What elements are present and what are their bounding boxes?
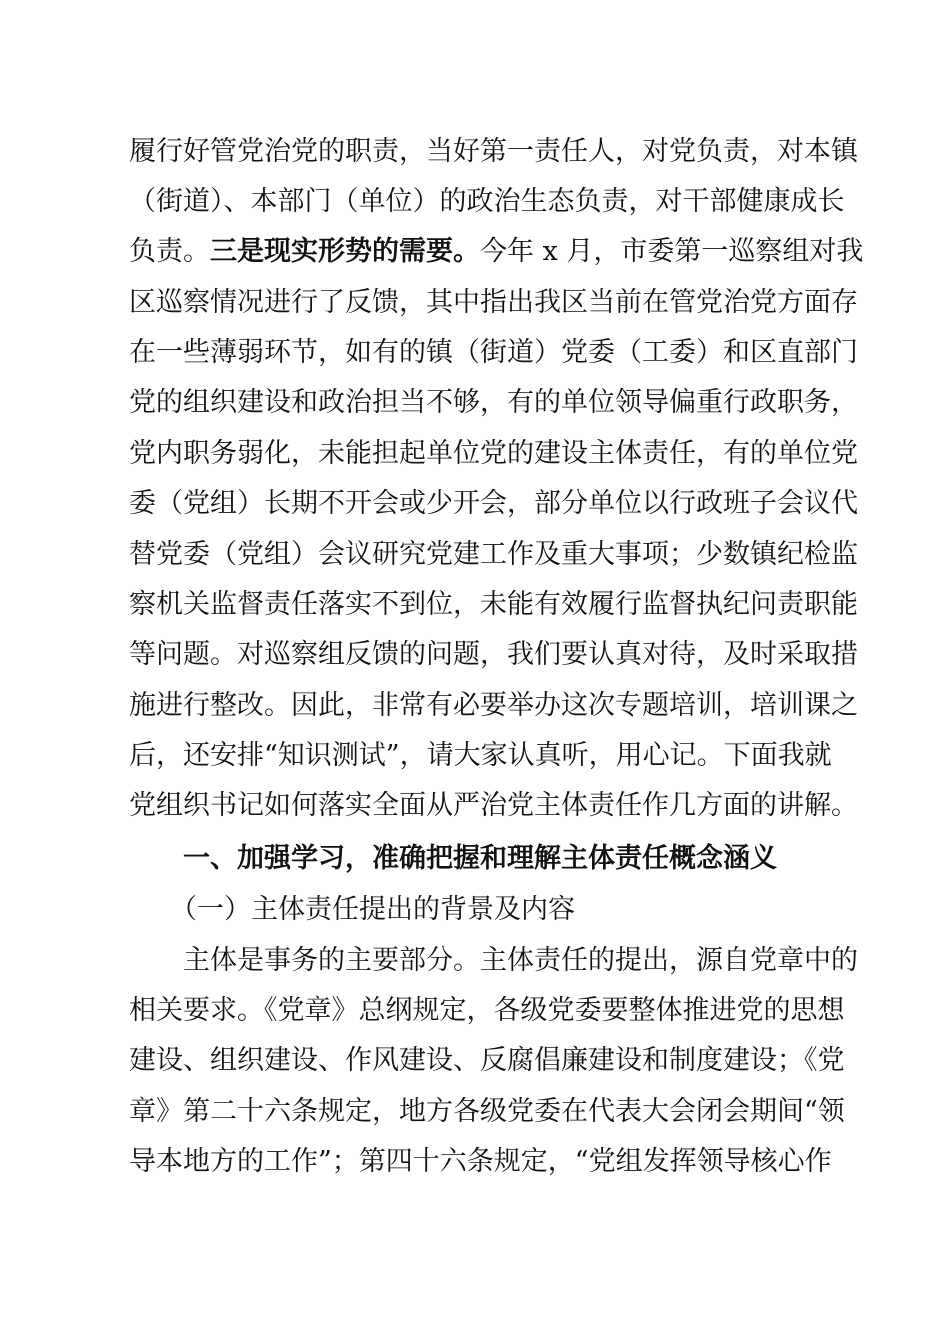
paragraph-line: 替党委（党组）会议研究党建工作及重大事项；少数镇纪检监 [129, 539, 858, 570]
subsection-heading: （一）主体责任提出的背景及内容 [170, 894, 575, 925]
bold-emphasis: 三是现实形势的需要。 [210, 236, 480, 267]
paragraph-line: 主体是事务的主要部分。主体责任的提出，源自党章中的 [183, 945, 858, 976]
paragraph-line: 委（党组）长期不开会或少开会，部分单位以行政班子会议代 [129, 488, 858, 519]
paragraph-line: 相关要求。《党章》总纲规定，各级党委要整体推进党的思想 [129, 995, 845, 1026]
paragraph-line: 党组织书记如何落实全面从严治党主体责任作几方面的讲解。 [129, 790, 858, 821]
text-segment: 今年 x 月，市委第一巡察组对我 [480, 236, 864, 267]
paragraph-line: 章》第二十六条规定，地方各级党委在代表大会闭会期间“领 [129, 1096, 845, 1127]
paragraph-line: 履行好管党治党的职责，当好第一责任人，对党负责，对本镇 [129, 136, 858, 167]
text-segment: 负责。 [129, 236, 210, 267]
paragraph-line: 党的组织建设和政治担当不够，有的单位领导偏重行政职务， [129, 387, 858, 418]
paragraph-line: 党内职务弱化，未能担起单位党的建设主体责任，有的单位党 [129, 438, 858, 469]
paragraph-line: 在一些薄弱环节，如有的镇（街道）党委（工委）和区直部门 [129, 337, 858, 368]
paragraph-line: 区巡察情况进行了反馈，其中指出我区当前在管党治党方面存 [129, 287, 858, 318]
section-heading: 一、加强学习，准确把握和理解主体责任概念涵义 [183, 843, 777, 874]
paragraph-line: 等问题。对巡察组反馈的问题，我们要认真对待，及时采取措 [129, 639, 858, 670]
paragraph-line: 察机关监督责任落实不到位，未能有效履行监督执纪问责职能 [129, 589, 858, 620]
paragraph-line: （街道）、本部门（单位）的政治生态负责，对干部健康成长 [129, 186, 845, 217]
paragraph-line: 施进行整改。因此，非常有必要举办这次专题培训，培训课之 [129, 690, 858, 721]
paragraph-line [129, 228, 864, 276]
paragraph-line: 后，还安排“知识测试”，请大家认真听，用心记。下面我就 [129, 740, 832, 771]
paragraph-line: 建设、组织建设、作风建设、反腐倡廉建设和制度建设；《党 [129, 1045, 845, 1076]
paragraph-line: 导本地方的工作”；第四十六条规定，“党组发挥领导核心作 [129, 1146, 832, 1177]
